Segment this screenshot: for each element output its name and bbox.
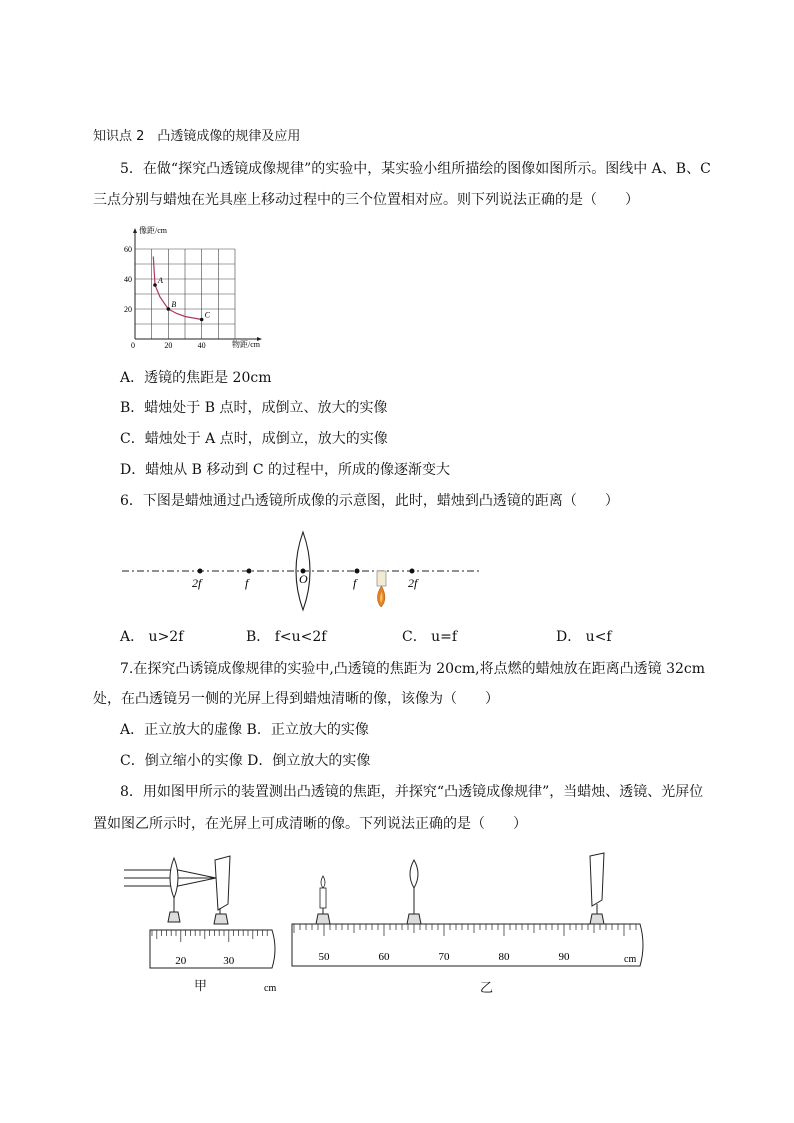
data-point-a <box>153 283 157 287</box>
q8-stem-line2: 置如图乙所示时，在光屏上可成清晰的像。下列说法正确的是（ ） <box>93 816 527 832</box>
section-title: 知识点 2 凸透镜成像的规律及应用 <box>93 129 301 144</box>
candle-holder-base <box>316 914 330 924</box>
q8-stem-line1: 8．用如图甲所示的装置测出凸透镜的焦距，并探究“凸透镜成像规律”，当蜡烛、透镜、光屏位 <box>120 784 704 800</box>
screen-holder-base <box>214 914 228 924</box>
q5-option-a: A．透镜的焦距是 20cm <box>120 370 272 386</box>
y-tick-label: 40 <box>124 275 132 284</box>
light-screen <box>590 853 604 906</box>
lens-holder-base <box>407 914 421 924</box>
optical-bench-ruler <box>150 930 275 968</box>
convex-lens <box>170 858 178 898</box>
q6-stem: 6．下图是蜡烛通过凸透镜所成像的示意图，此时，蜡烛到凸透镜的距离（ ） <box>120 493 619 509</box>
y-tick-label: 20 <box>124 305 132 314</box>
screen-holder-base <box>590 914 604 924</box>
point-label-b: B <box>171 300 177 309</box>
q8-figure-yi <box>288 850 658 984</box>
point-f-left <box>247 569 252 574</box>
ruler-tick-label: 30 <box>223 955 235 967</box>
optical-bench-ruler <box>292 924 643 966</box>
fig1-unit: cm <box>264 983 277 994</box>
q6-option-d: D． u<f <box>556 629 612 645</box>
ruler-tick-label: 20 <box>175 955 187 967</box>
q7-options-line2: C．倒立缩小的实像 D．倒立放大的实像 <box>120 753 371 769</box>
lens-holder-base <box>168 912 180 922</box>
point-2f-right <box>410 569 415 574</box>
q5-option-c: C．蜡烛处于 A 点时，成倒立，放大的实像 <box>120 431 388 447</box>
convex-lens <box>410 860 418 888</box>
q8-caption-yi: 乙 <box>480 981 494 996</box>
data-curve <box>153 257 201 320</box>
light-screen <box>215 856 230 910</box>
data-point-c <box>200 318 204 322</box>
y-axis-arrow <box>133 228 137 233</box>
q7-stem-line2: 处，在凸透镜另一侧的光屏上得到蜡烛清晰的像，该像为（ ） <box>93 691 499 707</box>
q6-option-c: C． u=f <box>402 629 458 645</box>
x-axis-label: 物距/cm <box>232 340 260 349</box>
label-2f-right: 2f <box>408 576 418 590</box>
q5-option-b: B．蜡烛处于 B 点时，成倒立、放大的实像 <box>120 400 388 416</box>
point-label-a: A <box>158 276 163 285</box>
candle <box>320 876 326 908</box>
q5-stem-line1: 5．在做“探究凸透镜成像规律”的实验中，某实验小组所描绘的图像如图所示。图线中 A、B、C <box>120 161 711 177</box>
point-f-right <box>355 569 360 574</box>
x-tick-label: 20 <box>164 341 173 350</box>
q5-graph <box>118 222 278 358</box>
ruler-body <box>292 924 643 966</box>
ruler-tick-label: 80 <box>498 951 510 963</box>
x-tick-label: 40 <box>197 341 206 350</box>
point-2f-left <box>198 569 203 574</box>
q5-stem-line2: 三点分别与蜡烛在光具座上移动过程中的三个位置相对应。则下列说法正确的是（ ） <box>93 192 639 208</box>
x-tick-label: 0 <box>131 341 135 350</box>
label-2f-left: 2f <box>192 576 202 590</box>
q6-option-b: B． f<u<2f <box>246 629 327 645</box>
graph-grid <box>135 249 235 339</box>
label-f-right: f <box>353 576 357 590</box>
label-f-left: f <box>245 576 249 590</box>
label-optical-center: O <box>299 572 308 586</box>
q7-stem-line1: 7.在探究凸诱镜成像规律的实验中,凸透镜的焦距为 20cm,将点燃的蜡烛放在距离凸透镜 32cm <box>120 661 706 677</box>
ruler-tick-label: 50 <box>318 951 330 963</box>
q5-option-d: D．蜡烛从 B 移动到 C 的过程中，所成的像逐渐变大 <box>120 462 451 478</box>
fig2-unit: cm <box>624 954 637 965</box>
ruler-body <box>150 930 275 968</box>
q7-options-line1: A．正立放大的虚像 B．正立放大的实像 <box>120 722 369 738</box>
data-point-b <box>167 307 171 311</box>
point-label-c: C <box>204 310 211 320</box>
q6-option-a: A． u>2f <box>120 629 184 645</box>
ruler-tick-label: 90 <box>558 951 570 963</box>
ruler-tick-label: 60 <box>378 951 390 963</box>
y-tick-label: 60 <box>124 245 132 254</box>
y-axis-label: 像距/cm <box>139 226 167 235</box>
q6-optics-diagram <box>118 526 488 620</box>
candle-image <box>377 571 386 607</box>
ruler-tick-label: 70 <box>438 951 450 963</box>
q8-caption-jia: 甲 <box>194 979 208 994</box>
